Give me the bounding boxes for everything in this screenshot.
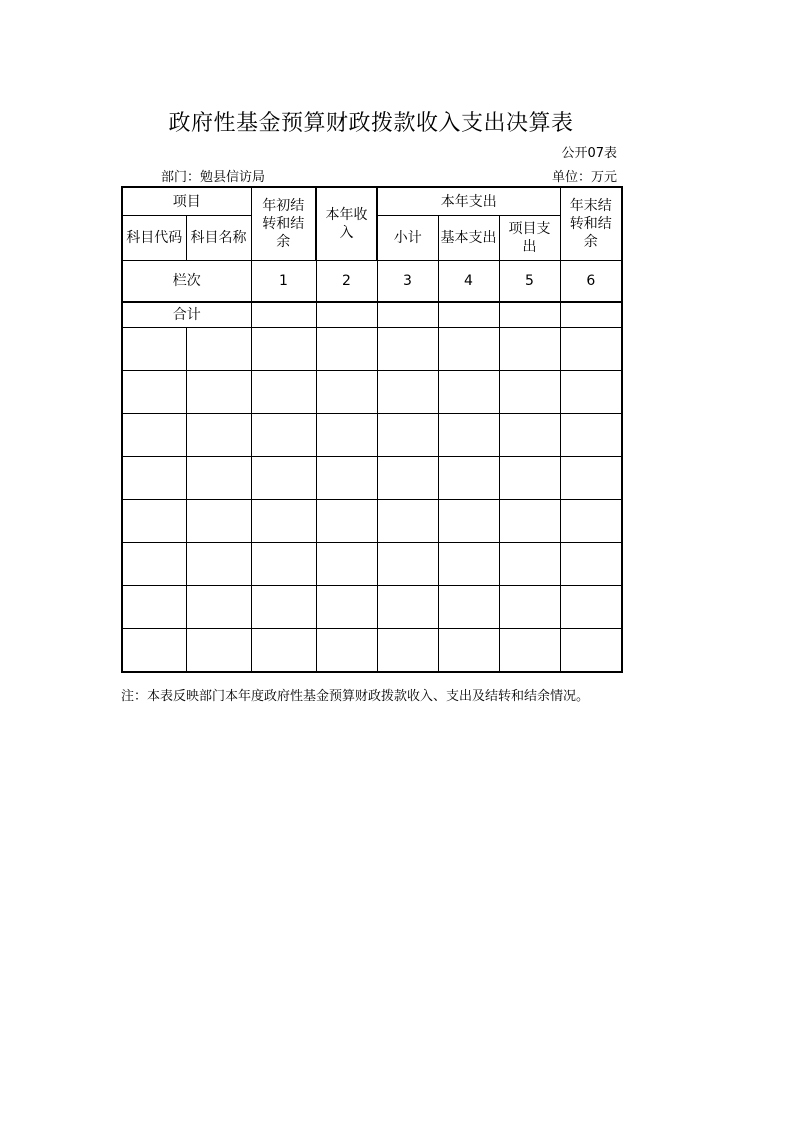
table-cell bbox=[186, 414, 251, 457]
table-cell bbox=[251, 457, 316, 500]
table-cell bbox=[316, 586, 377, 629]
table-cell bbox=[438, 586, 499, 629]
table-cell bbox=[560, 500, 622, 543]
form-number: 公开07表 bbox=[561, 146, 617, 161]
header-expenditure: 本年支出 bbox=[377, 187, 560, 216]
table-cell bbox=[499, 543, 560, 586]
table-cell bbox=[438, 328, 499, 371]
table-cell bbox=[251, 414, 316, 457]
unit-label: 单位：万元 bbox=[551, 170, 617, 185]
table-cell bbox=[186, 328, 251, 371]
page-title: 政府性基金预算财政拨款收入支出决算表 bbox=[168, 111, 574, 136]
table-cell bbox=[438, 371, 499, 414]
table-cell bbox=[122, 543, 186, 586]
table-cell bbox=[499, 371, 560, 414]
table-cell bbox=[122, 586, 186, 629]
table-cell bbox=[377, 500, 438, 543]
table-cell bbox=[560, 328, 622, 371]
column-number: 2 bbox=[316, 261, 377, 303]
header-subject-code: 科目代码 bbox=[122, 216, 186, 261]
table-cell bbox=[316, 328, 377, 371]
department-label: 部门：勉县信访局 bbox=[161, 170, 266, 185]
table-cell bbox=[122, 371, 186, 414]
table-row bbox=[122, 414, 622, 457]
table-cell bbox=[438, 302, 499, 328]
table-row bbox=[122, 586, 622, 629]
table-row bbox=[122, 328, 622, 371]
table-cell bbox=[186, 629, 251, 673]
table-cell bbox=[438, 500, 499, 543]
table-cell bbox=[377, 371, 438, 414]
table-cell bbox=[438, 457, 499, 500]
table-cell bbox=[122, 629, 186, 673]
table-cell bbox=[560, 414, 622, 457]
table-cell bbox=[377, 586, 438, 629]
header-subtotal: 小计 bbox=[377, 216, 438, 261]
table-cell bbox=[186, 586, 251, 629]
header-basic: 基本支出 bbox=[438, 216, 499, 261]
table-cell bbox=[499, 629, 560, 673]
table-cell bbox=[186, 543, 251, 586]
table-row bbox=[122, 500, 622, 543]
table-cell bbox=[377, 457, 438, 500]
table-cell bbox=[560, 457, 622, 500]
table-cell bbox=[251, 371, 316, 414]
total-label: 合计 bbox=[122, 302, 251, 328]
table-cell bbox=[122, 414, 186, 457]
table-cell bbox=[499, 457, 560, 500]
table-cell bbox=[560, 629, 622, 673]
table-cell bbox=[316, 457, 377, 500]
table-cell bbox=[377, 414, 438, 457]
column-number: 6 bbox=[560, 261, 622, 303]
header-project: 项目支出 bbox=[499, 216, 560, 261]
table-cell bbox=[186, 457, 251, 500]
column-number-label: 栏次 bbox=[122, 261, 251, 303]
column-number: 4 bbox=[438, 261, 499, 303]
table-cell bbox=[377, 328, 438, 371]
table-cell bbox=[316, 543, 377, 586]
table-cell bbox=[377, 543, 438, 586]
table-row bbox=[122, 629, 622, 673]
header-closing-balance: 年末结转和结余 bbox=[560, 187, 622, 261]
table-cell bbox=[438, 543, 499, 586]
table-row bbox=[122, 543, 622, 586]
header-income: 本年收入 bbox=[316, 187, 377, 261]
table-cell bbox=[499, 586, 560, 629]
header-item: 项目 bbox=[122, 187, 251, 216]
table-cell bbox=[251, 629, 316, 673]
table-cell bbox=[316, 371, 377, 414]
budget-table bbox=[121, 186, 623, 673]
table-cell bbox=[251, 543, 316, 586]
table-cell bbox=[499, 414, 560, 457]
table-cell bbox=[499, 328, 560, 371]
table-cell bbox=[251, 302, 316, 328]
column-number: 5 bbox=[499, 261, 560, 303]
table-cell bbox=[251, 328, 316, 371]
table-cell bbox=[186, 500, 251, 543]
table-cell bbox=[560, 586, 622, 629]
table-cell bbox=[316, 414, 377, 457]
header-opening-balance: 年初结转和结余 bbox=[251, 187, 316, 261]
table-cell bbox=[316, 629, 377, 673]
table-cell bbox=[377, 629, 438, 673]
table-cell bbox=[122, 457, 186, 500]
table-cell bbox=[251, 586, 316, 629]
table-cell bbox=[499, 302, 560, 328]
header-subject-name: 科目名称 bbox=[186, 216, 251, 261]
table-cell bbox=[560, 543, 622, 586]
table-cell bbox=[251, 500, 316, 543]
table-cell bbox=[186, 371, 251, 414]
table-cell bbox=[499, 500, 560, 543]
table-cell bbox=[122, 500, 186, 543]
table-cell bbox=[560, 302, 622, 328]
column-number: 3 bbox=[377, 261, 438, 303]
blank-rows bbox=[122, 328, 622, 673]
table-row bbox=[122, 457, 622, 500]
column-number: 1 bbox=[251, 261, 316, 303]
table-cell bbox=[438, 414, 499, 457]
table-cell bbox=[560, 371, 622, 414]
table-cell bbox=[316, 302, 377, 328]
footnote: 注：本表反映部门本年度政府性基金预算财政拨款收入、支出及结转和结余情况。 bbox=[121, 689, 590, 704]
table-row bbox=[122, 371, 622, 414]
table-cell bbox=[122, 328, 186, 371]
table-cell bbox=[377, 302, 438, 328]
table-cell bbox=[316, 500, 377, 543]
table-cell bbox=[438, 629, 499, 673]
